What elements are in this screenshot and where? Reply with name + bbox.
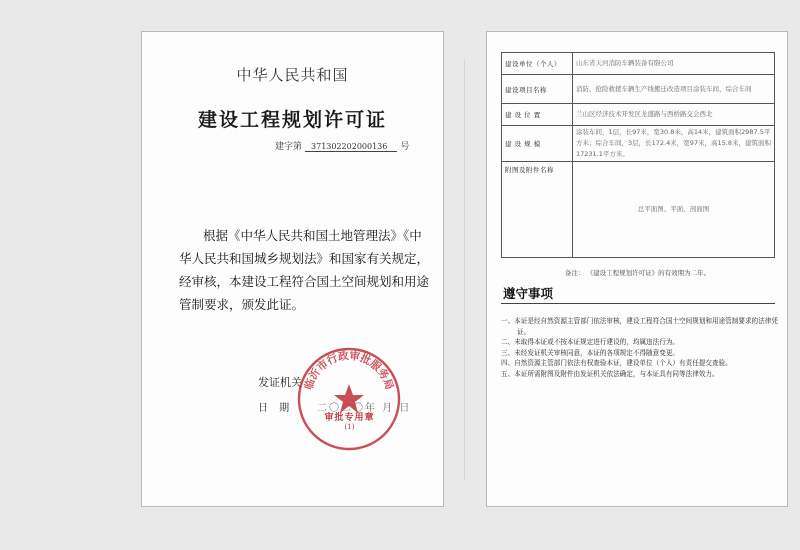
official-seal-icon xyxy=(294,344,404,454)
row-label: 建设单位（个人） xyxy=(502,53,573,75)
row-label: 建 设 规 模 xyxy=(502,126,573,162)
table-row xyxy=(502,53,775,75)
list-item: 二、未取得本证或不按本证规定进行建设的，均属违法行为。 xyxy=(501,338,680,346)
seal-ring-text: 临沂市行政审批服务局 xyxy=(302,350,396,392)
certificate-title: 建设工程规划许可证 xyxy=(197,109,387,131)
project-info-table xyxy=(501,52,775,258)
issuing-authority-label: 发证机关 xyxy=(258,376,302,389)
row-value: 山东省天河消防车辆装备有限公司 xyxy=(573,53,775,75)
table-row xyxy=(502,104,775,126)
seal-star-icon xyxy=(334,384,364,413)
country-name: 中华人民共和国 xyxy=(236,66,349,84)
date-label: 日 期 xyxy=(258,403,294,414)
list-item: 五、本证所需附图及附件由发证机关依法确定，与本证具有同等法律效力。 xyxy=(501,369,719,378)
list-item: 四、自然资源主管部门依法有权查验本证，建设单位（个人）有责任提交查验。 xyxy=(501,359,732,367)
table-row xyxy=(502,126,775,162)
row-value: 兰山区经济技术开发区龙盛路与西桥路交会西北 xyxy=(573,104,775,126)
certificate-number xyxy=(275,139,409,152)
validity-note: 备注： 《建设工程规划许可证》的有效期为二年。 xyxy=(565,269,711,277)
attachment-list: 总平面图、平面、剖面图 xyxy=(637,205,710,213)
fold-crease xyxy=(464,60,465,480)
list-item: 一、本证是经自然资源主管部门依法审核，建设工程符合国土空间规划和用途管制要求的法律凭证。 xyxy=(501,317,778,336)
date-value: 二〇二〇年 月 日 xyxy=(317,403,412,414)
notes-title: 遵守事项 xyxy=(503,286,554,301)
list-item: 三、未经发证机关审核同意，本证的各项规定不得随意变更。 xyxy=(501,348,680,357)
table-row xyxy=(502,162,775,258)
row-value: 消防、抢险救援车辆生产线搬迁改造项目涂装车间、综合车间 xyxy=(573,75,775,104)
certificate-cover-page xyxy=(141,31,444,507)
row-value: 涂装车间，1层，长97米，宽30.8米，高14米，建筑面积2987.5平方米；综合车间，3层，长172.4米，宽97米，高15.8米，建筑面积17231.1平方米。 xyxy=(573,126,775,162)
table-row xyxy=(502,75,775,104)
cert-prefix: 建字第 xyxy=(275,142,303,152)
row-value xyxy=(573,162,775,258)
certificate-statement: 根据《中华人民共和国土地管理法》《中华人民共和国城乡规划法》和国家有关规定，经审核，本建设工程符合国土空间规划和用途管制要求，颁发此证。 xyxy=(179,228,430,312)
row-label: 建设项目名称 xyxy=(502,75,573,104)
notes-list xyxy=(501,316,779,379)
row-label: 附图及附件名称 xyxy=(502,162,573,258)
row-label: 建 设 位 置 xyxy=(502,104,573,126)
cert-suffix: 号 xyxy=(400,142,410,152)
certificate-detail-page xyxy=(486,31,788,507)
cert-number-value: 371302202000136 xyxy=(305,142,397,152)
seal-sub-text: (1) xyxy=(344,423,355,431)
seal-center-text: 审批专用章 xyxy=(324,413,375,423)
notes-divider xyxy=(501,303,775,304)
